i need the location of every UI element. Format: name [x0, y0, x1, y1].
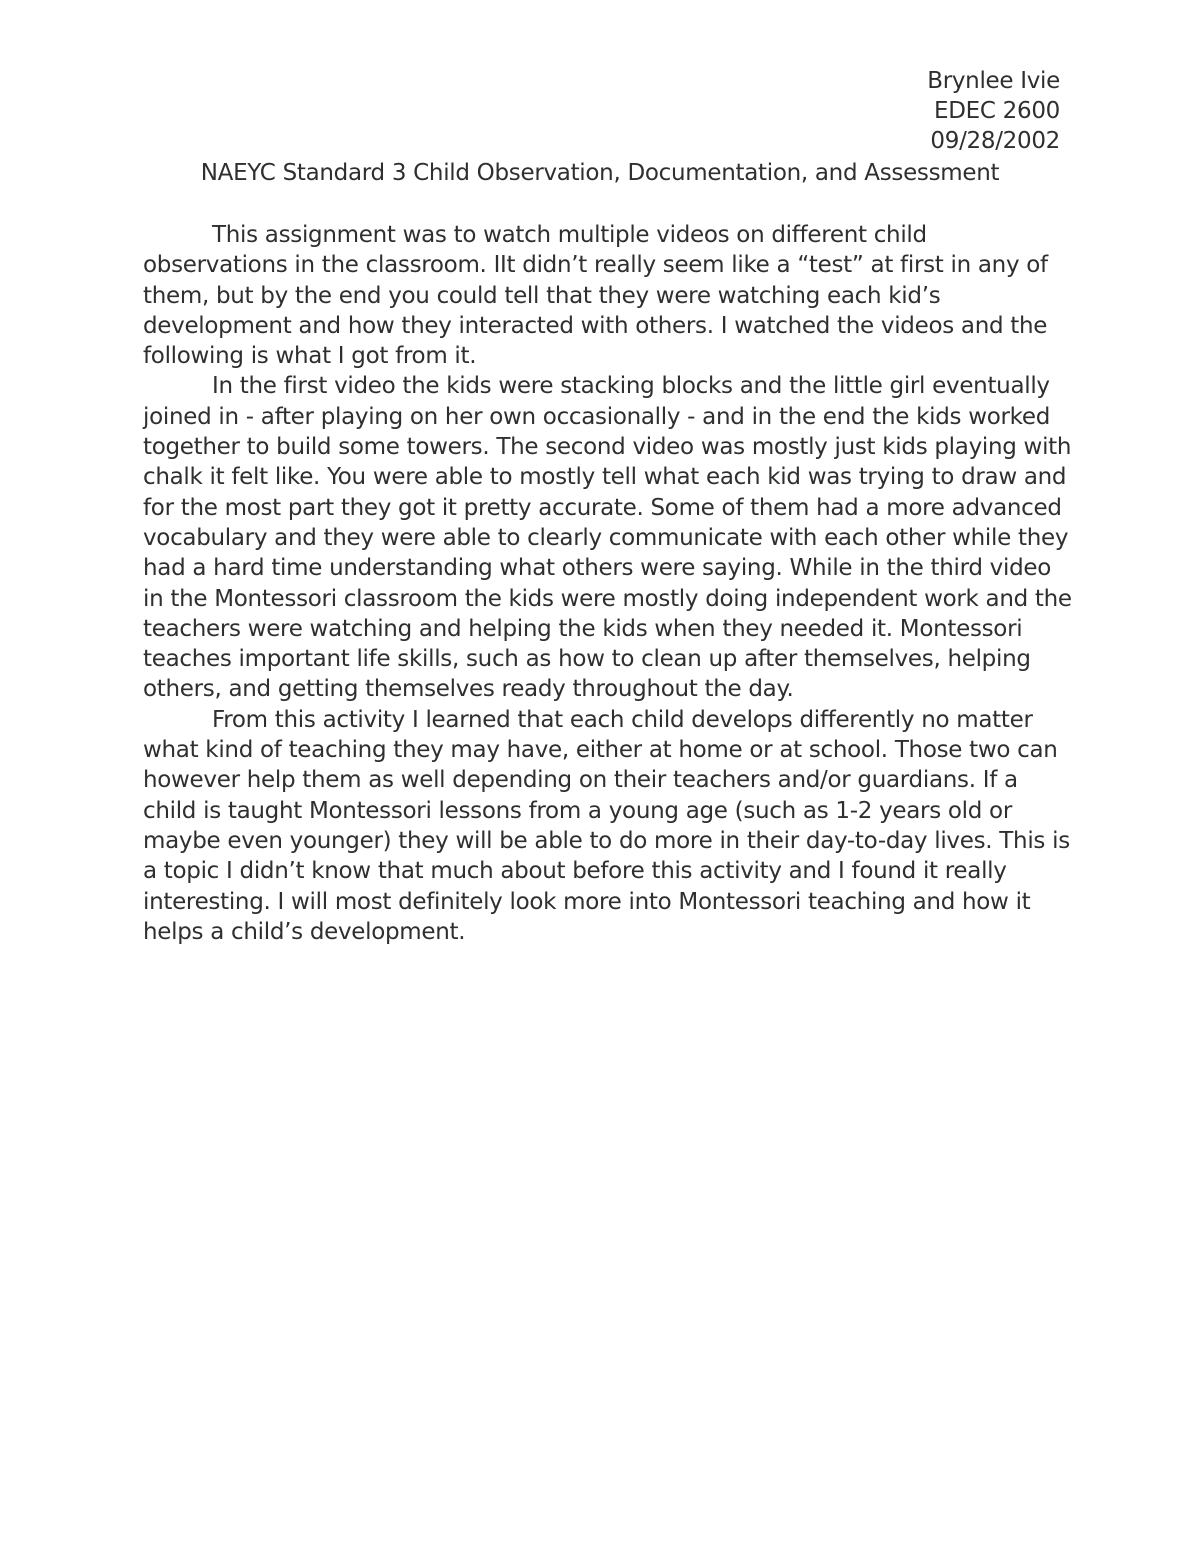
- document-date: 09/28/2002: [930, 128, 1060, 154]
- paragraph-videos: In the first video the kids were stacking blocks and the little girl eventually joined in - after playing on her own occasionally - and in the end the kids worked together to build some towers. The second video was mostly just kids playing with chalk it felt like. You were able to mostly tell what each kid was trying to draw and for the most part they got it pretty accurate. Some of them had a more advanced vocabulary and they were able to clearly communicate with each other while they had a hard time understanding what others were saying. While in the third video in the Montessori classroom the kids were mostly doing independent work and the teachers were watching and helping the kids when they needed it. Montessori teaches important life skills, such as how to clean up after themselves, helping others, and getting themselves ready throughout the day.: [143, 373, 1072, 703]
- paragraph-conclusion: From this activity I learned that each child develops differently no matter what kind of teaching they may have, either at home or at school. Those two can however help them as well depending on their teachers and/or guardians. If a child is taught Montessori lessons from a young age (such as 1-2 years old or maybe even younger) they will be able to do more in their day-to-day lives. This is a topic I didn’t know that much about before this activity and I found it really interesting. I will most definitely look more into Montessori teaching and how it helps a child’s development.: [143, 706, 1070, 945]
- document-title: NAEYC Standard 3 Child Observation, Documentation, and Assessment: [200, 160, 1000, 186]
- header-block: [927, 66, 1060, 156]
- author-name: Brynlee Ivie: [927, 68, 1060, 94]
- document-body: [143, 220, 1073, 947]
- paragraph-intro: This assignment was to watch multiple videos on different child observations in the classroom. IIt didn’t really seem like a “test” at first in any of them, but by the end you could tell that they were watching each kid’s development and how they interacted with others. I watched the videos and the following is what I got from it.: [143, 222, 1048, 370]
- course-code: EDEC 2600: [934, 98, 1060, 124]
